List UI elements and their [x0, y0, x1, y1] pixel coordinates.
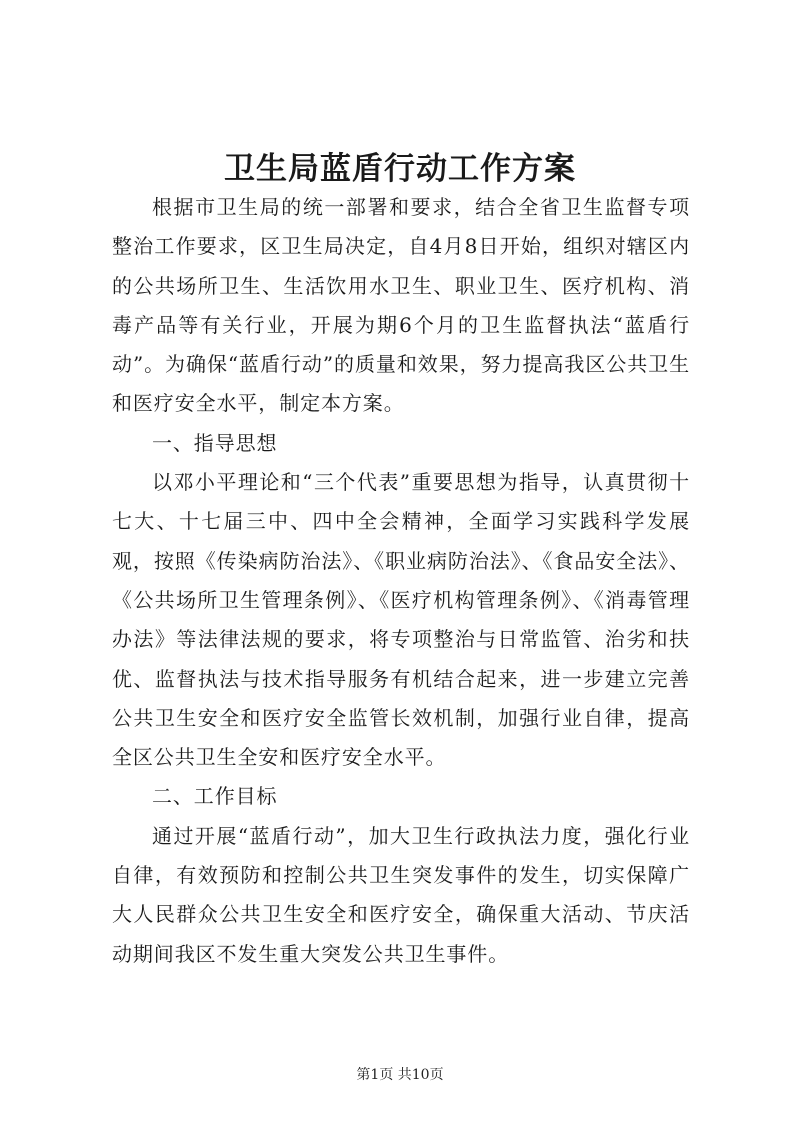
intro-paragraph: 根据市卫生局的统一部署和要求，结合全省卫生监督专项整治工作要求，区卫生局决定，自4月8日开始，组织对辖区内的公共场所卫生、生活饮用水卫生、职业卫生、医疗机构、消毒产品等有关行业，开展为期6个月的卫生监督执法“蓝盾行动”。为确保“蓝盾行动”的质量和效果，努力提高我区公共卫生和医疗安全水平，制定本方案。	[112, 195, 690, 416]
work-goals-paragraph: 通过开展“蓝盾行动”，加大卫生行政执法力度，强化行业自律，有效预防和控制公共卫生突发事件的发生，切实保障广大人民群众公共卫生安全和医疗安全，确保重大活动、节庆活动期间我区不发生重大突发公共卫生事件。	[112, 823, 690, 966]
page-number-label: 第1页 共10页	[356, 1067, 444, 1083]
page-footer	[0, 1064, 800, 1084]
guiding-ideology-paragraph: 以邓小平理论和“三个代表”重要思想为指导，认真贯彻十七大、十七届三中、四中全会精神，全面学习实践科学发展观，按照《传染病防治法》、《职业病防治法》、《食品安全法》、《公共场所卫生管理条例》、《医疗机构管理条例》、《消毒管理办法》等法律法规的要求，将专项整治与日常监管、治劣和扶优、监督执法与技术指导服务有机结合起来，进一步建立完善公共卫生安全和医疗安全监管长效机制，加强行业自律，提高全区公共卫生全安和医疗安全水平。	[112, 470, 690, 770]
document-title: 卫生局蓝盾行动工作方案	[224, 151, 576, 187]
section-heading-guiding-ideology: 一、指导思想	[152, 430, 278, 455]
section-heading-work-goals: 二、工作目标	[152, 784, 278, 809]
document-body	[112, 188, 690, 974]
